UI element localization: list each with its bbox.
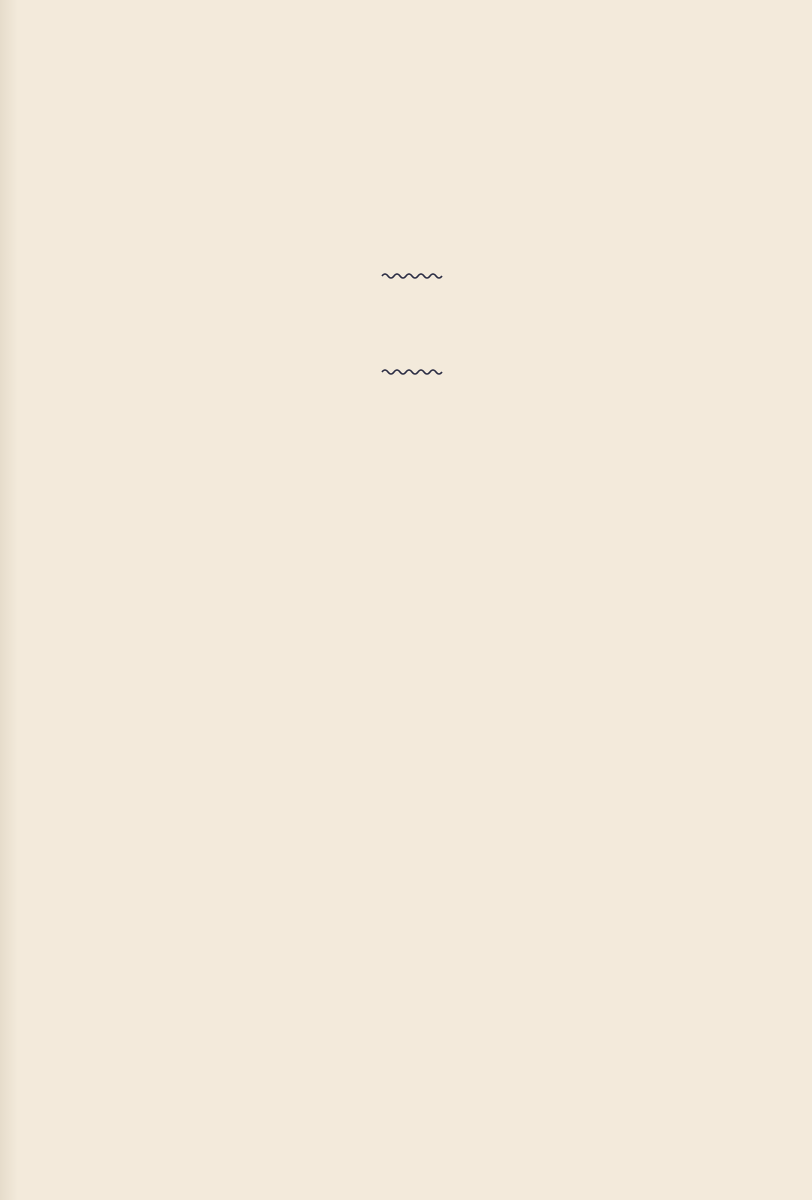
page-edge-shadow [0,0,18,1200]
top-decorative-border [82,64,736,90]
bottom-decorative-border [82,1104,736,1126]
wavy-divider-bottom [381,366,443,376]
wavy-divider-top [381,270,443,280]
